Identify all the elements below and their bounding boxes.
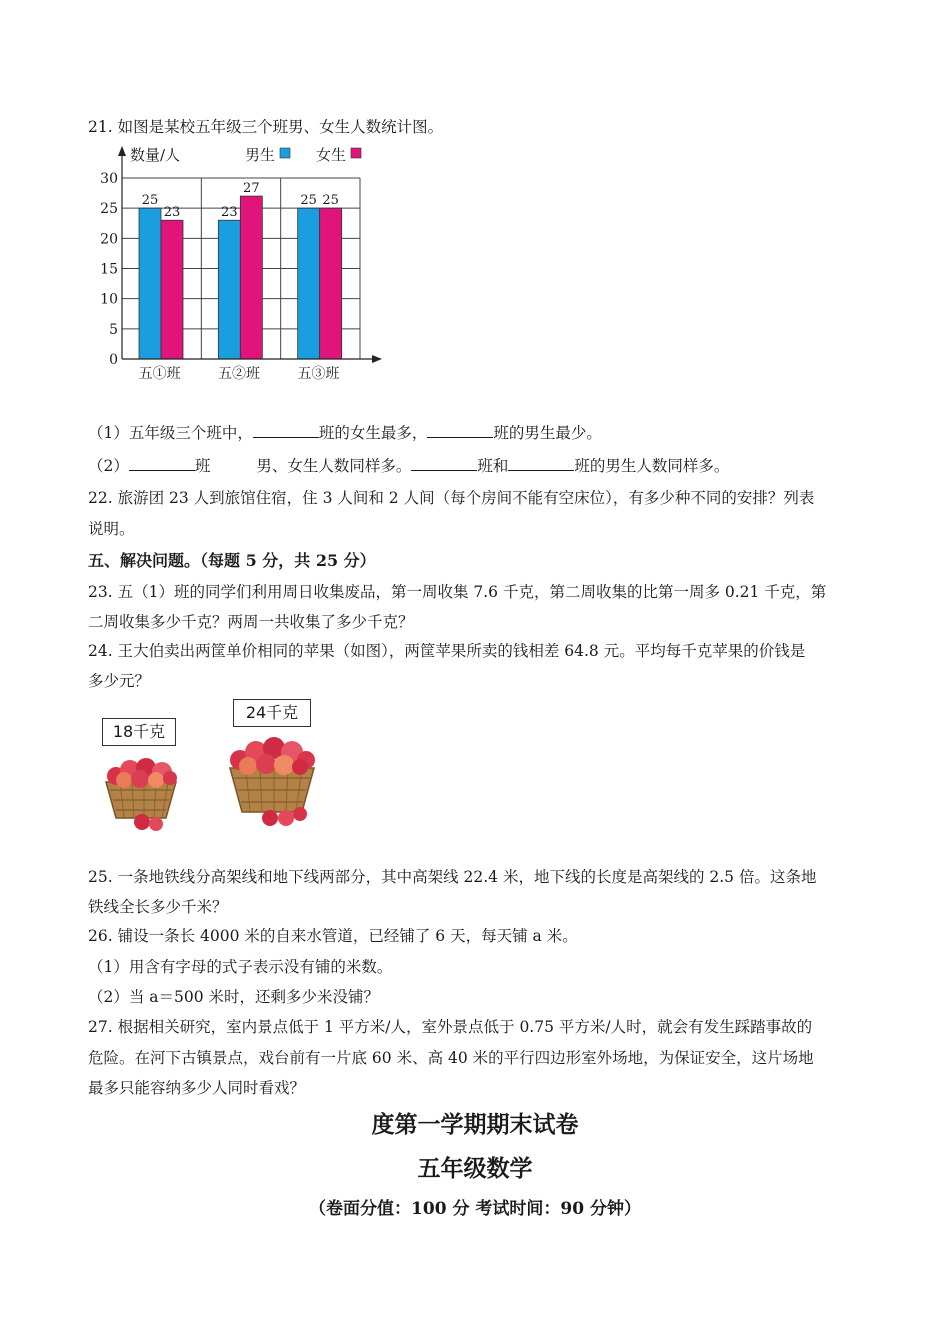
- bar: [298, 208, 320, 359]
- q25-line2: 铁线全长多少千米？: [88, 898, 228, 916]
- q23-line1: 23. 五（1）班的同学们利用周日收集废品，第一周收集 7.6 千克，第二周收集的比第一周多 0.21 千克，第: [88, 583, 827, 601]
- data-label: 25: [300, 193, 317, 209]
- y-tick-label: 10: [100, 291, 118, 308]
- q21-stem: 21. 如图是某校五年级三个班男、女生人数统计图。: [88, 118, 444, 136]
- q21-sub2-e: 班的男生人数同样多。: [574, 457, 730, 475]
- q21-sub2-d: 班和: [477, 457, 509, 475]
- exam-title: 度第一学期期末试卷: [371, 1111, 579, 1138]
- q25-line1: 25. 一条地铁线分高架线和地下线两部分，其中高架线 22.4 米，地下线的长度是高架线的 2.5 倍。这条地: [88, 868, 817, 886]
- q27-line2: 危险。在河下古镇景点，戏台前有一片底 60 米、高 40 米的平行四边形室外场地，为保证安全，这片场地: [88, 1049, 814, 1067]
- y-axis-label: 数量/人: [130, 146, 181, 164]
- q24-line2: 多少元？: [88, 672, 151, 690]
- data-label: 25: [141, 193, 159, 209]
- bar-chart: [100, 138, 390, 388]
- y-axis-arrow: [118, 146, 126, 156]
- x-axis-arrow: [372, 355, 382, 363]
- answer-blank[interactable]: [427, 422, 493, 438]
- y-tick-label: 25: [100, 201, 118, 218]
- y-tick-label: 5: [109, 321, 118, 338]
- x-tick-label: 五①班: [138, 366, 181, 382]
- q21-sub2-c: 男、女生人数同样多。: [256, 457, 412, 475]
- q23-line2: 二周收集多少千克？两周一共收集了多少千克？: [88, 613, 414, 631]
- legend-label: 女生: [316, 146, 347, 164]
- apple-basket-image: [222, 734, 322, 832]
- q27-line3: 最多只能容纳多少人同时看戏？: [88, 1079, 306, 1097]
- answer-blank[interactable]: [411, 455, 477, 471]
- y-tick-label: 20: [100, 231, 118, 248]
- bar: [320, 208, 342, 359]
- exam-subject: 五年级数学: [417, 1155, 533, 1182]
- q26-sub2: （2）当 a＝500 米时，还剩多少米没铺？: [88, 988, 380, 1006]
- bar: [218, 220, 240, 359]
- legend-swatch: [280, 148, 290, 158]
- basket-weight-label: 18千克: [102, 718, 176, 746]
- q21-sub1-a: （1）五年级三个班中，: [88, 424, 253, 442]
- data-label: 23: [163, 205, 181, 221]
- data-label: 25: [322, 193, 339, 209]
- q21-sub1-c: 班的男生最少。: [493, 424, 602, 442]
- bar: [161, 220, 183, 359]
- bar: [240, 196, 262, 359]
- q26-stem: 26. 铺设一条长 4000 米的自来水管道，已经铺了 6 天，每天铺 a 米。: [88, 927, 578, 945]
- y-tick-label: 0: [109, 352, 118, 368]
- answer-blank[interactable]: [508, 455, 574, 471]
- q21-sub2-b: 班: [194, 457, 211, 475]
- answer-blank[interactable]: [129, 455, 195, 471]
- data-label: 27: [243, 181, 260, 197]
- q24-line1: 24. 王大伯卖出两筐单价相同的苹果（如图），两筐苹果所卖的钱相差 64.8 元。平均每千克苹果的价钱是: [88, 642, 806, 660]
- section-heading: 五、解决问题。（每题 5 分，共 25 分）: [88, 551, 376, 570]
- legend-label: 男生: [245, 146, 276, 164]
- exam-info: （卷面分值：100 分 考试时间：90 分钟）: [309, 1199, 641, 1219]
- x-tick-label: 五②班: [218, 366, 260, 382]
- q21-sub1-b: 班的女生最多，: [318, 424, 428, 442]
- q22-line2: 说明。: [88, 520, 135, 538]
- legend-swatch: [351, 148, 361, 158]
- q21-sub1: [88, 422, 602, 443]
- y-tick-label: 30: [100, 171, 118, 187]
- answer-blank[interactable]: [253, 422, 319, 438]
- basket-weight-label: 24千克: [233, 699, 311, 727]
- q26-sub1: （1）用含有字母的式子表示没有铺的米数。: [88, 958, 393, 976]
- apple-basket-image: [96, 752, 186, 836]
- x-tick-label: 五③班: [297, 366, 340, 382]
- q21-sub2-a: （2）: [88, 457, 129, 475]
- q22-line1: 22. 旅游团 23 人到旅馆住宿，住 3 人间和 2 人间（每个房间不能有空床位），有多少种不同的安排？列表: [88, 489, 815, 507]
- q21-sub2: [88, 455, 729, 476]
- data-label: 23: [221, 205, 238, 221]
- y-tick-label: 15: [100, 261, 118, 278]
- q27-line1: 27. 根据相关研究，室内景点低于 1 平方米/人，室外景点低于 0.75 平方米/人时，就会有发生踩踏事故的: [88, 1018, 813, 1036]
- bar: [139, 208, 161, 359]
